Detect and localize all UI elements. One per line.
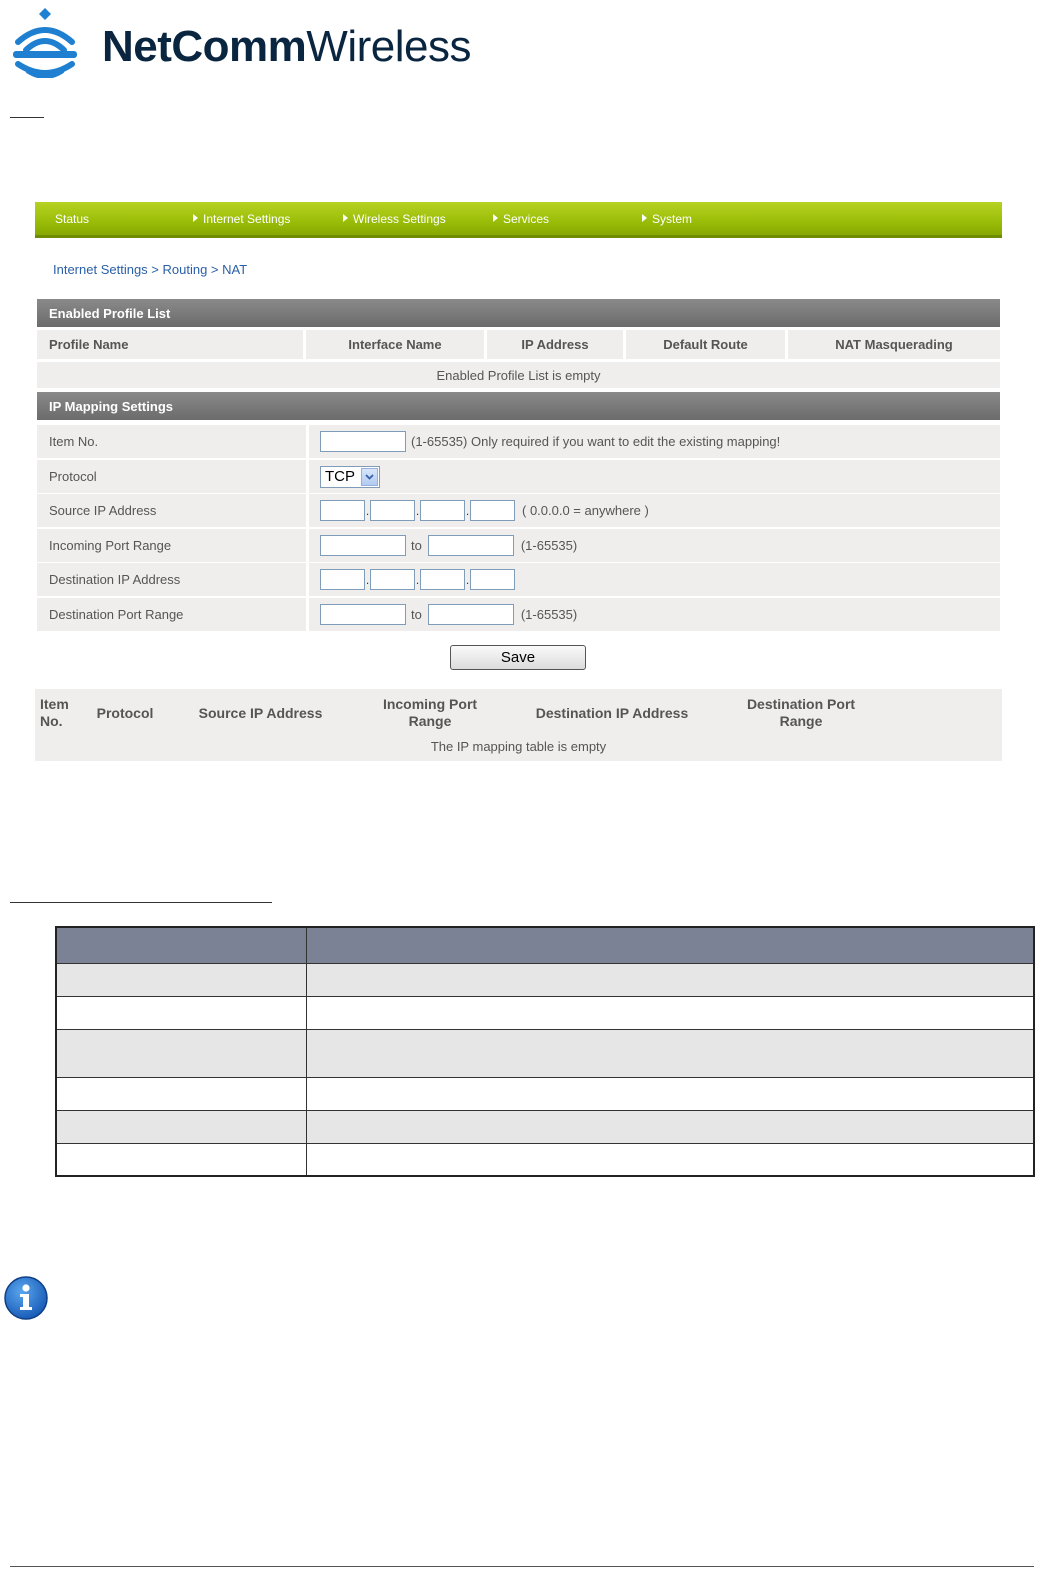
incoming-port-label: Incoming Port Range — [37, 529, 306, 562]
nav-internet-settings[interactable]: Internet Settings — [193, 212, 290, 226]
profile-list-columns — [37, 330, 1000, 359]
dest-ip-octet-3[interactable] — [420, 569, 465, 590]
dest-port-row — [37, 598, 1000, 631]
triangle-right-icon — [193, 214, 198, 222]
col-interface-name: Interface Name — [306, 330, 484, 359]
info-icon — [3, 1275, 49, 1321]
source-ip-octet-2[interactable] — [370, 500, 415, 521]
table-row — [56, 963, 1034, 996]
item-no-row — [37, 425, 1000, 458]
table-row — [56, 1029, 1034, 1077]
table-row — [56, 1143, 1034, 1176]
incoming-port-to-input[interactable] — [428, 535, 514, 556]
nav-status[interactable]: Status — [55, 212, 90, 226]
footer-divider — [10, 1566, 1034, 1567]
source-ip-octet-1[interactable] — [320, 500, 365, 521]
incoming-port-hint: (1-65535) — [520, 538, 578, 553]
nav-system[interactable]: System — [642, 212, 692, 226]
heading-underline — [10, 902, 272, 903]
mapping-table-empty: The IP mapping table is empty — [430, 739, 607, 754]
nav-wireless-settings[interactable]: Wireless Settings — [343, 212, 446, 226]
source-ip-row: Source IP Address . . . ( 0.0.0.0 = anywhere ) — [37, 494, 1000, 527]
protocol-select-value: TCP — [325, 468, 355, 485]
item-no-hint: (1-65535) Only required if you want to edit the existing mapping! — [411, 434, 781, 449]
incoming-port-from-input[interactable] — [320, 535, 406, 556]
protocol-select[interactable] — [320, 466, 380, 488]
col-nat-masquerading: NAT Masquerading — [788, 330, 1000, 359]
description-table-header — [56, 927, 1034, 963]
save-button[interactable]: Save — [450, 645, 586, 670]
router-ui-screenshot — [35, 202, 1002, 762]
table-row — [56, 996, 1034, 1029]
dest-port-to-input[interactable] — [428, 604, 514, 625]
dest-port-from-input[interactable] — [320, 604, 406, 625]
netcomm-logo — [10, 8, 500, 78]
table-row — [56, 1110, 1034, 1143]
profile-list-empty-row — [37, 362, 1000, 388]
dest-ip-octet-1[interactable] — [320, 569, 365, 590]
protocol-label: Protocol — [37, 460, 306, 493]
source-ip-label: Source IP Address — [37, 494, 306, 527]
col-profile-name: Profile Name — [37, 330, 303, 359]
breadcrumb: Internet Settings > Routing > NAT — [53, 262, 248, 277]
profile-list-header: Enabled Profile List — [37, 299, 1000, 327]
dest-port-to-label: to — [411, 607, 422, 622]
nav-services[interactable]: Services — [493, 212, 549, 226]
item-no-input[interactable] — [320, 431, 406, 452]
wifi-logo-icon — [10, 8, 90, 78]
incoming-port-to-label: to — [411, 538, 422, 553]
dest-port-label: Destination Port Range — [37, 598, 306, 631]
ip-mapping-header: IP Mapping Settings — [37, 392, 1000, 420]
description-header-cell-1 — [56, 927, 306, 963]
source-ip-octet-3[interactable] — [420, 500, 465, 521]
dest-ip-octet-4[interactable] — [470, 569, 515, 590]
triangle-right-icon — [343, 214, 348, 222]
chevron-down-icon — [361, 468, 378, 486]
item-no-label: Item No. — [37, 425, 306, 458]
description-header-cell-2 — [306, 927, 1034, 963]
profile-list-empty: Enabled Profile List is empty — [37, 362, 1000, 388]
dest-ip-row: Destination IP Address . . . — [37, 563, 1000, 596]
description-table — [55, 926, 1035, 1177]
col-source-ip: Source IP Address — [198, 705, 323, 721]
col-destination-port: Destination Port Range — [746, 696, 856, 729]
col-incoming-port: Incoming Port Range — [382, 696, 478, 729]
dest-ip-label: Destination IP Address — [37, 563, 306, 596]
brand-wordmark: NetCommWireless — [102, 22, 471, 71]
top-nav-bar — [35, 202, 1002, 238]
short-divider — [10, 117, 44, 118]
col-destination-ip: Destination IP Address — [535, 705, 689, 721]
dest-ip-octet-2[interactable] — [370, 569, 415, 590]
dest-port-hint: (1-65535) — [520, 607, 578, 622]
col-protocol: Protocol — [96, 705, 154, 721]
col-ip-address: IP Address — [487, 330, 623, 359]
triangle-right-icon — [642, 214, 647, 222]
source-ip-octet-4[interactable] — [470, 500, 515, 521]
triangle-right-icon — [493, 214, 498, 222]
source-ip-hint: ( 0.0.0.0 = anywhere ) — [522, 503, 649, 518]
col-default-route: Default Route — [626, 330, 785, 359]
ip-mapping-table — [35, 689, 1002, 761]
protocol-row — [37, 460, 1000, 493]
col-item-no: Item No. — [40, 696, 69, 729]
incoming-port-row — [37, 529, 1000, 562]
table-row — [56, 1077, 1034, 1110]
